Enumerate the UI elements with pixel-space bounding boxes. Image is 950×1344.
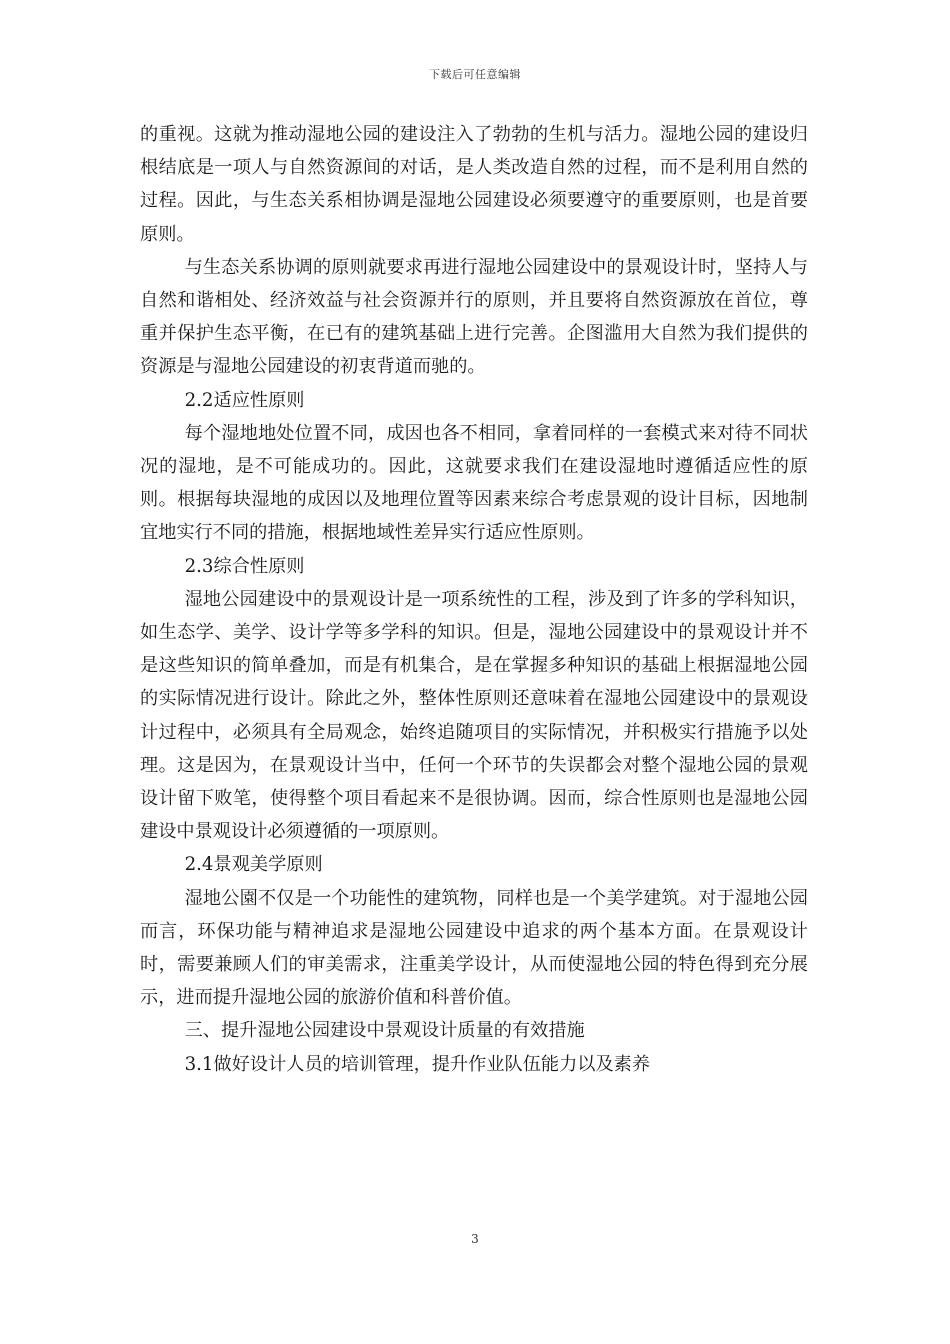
page-header: 下载后可任意编辑 — [429, 68, 521, 81]
paragraph-comprehensive: 湿地公园建设中的景观设计是一项系统性的工程，涉及到了许多的学科知识，如生态学、美学、设计学等多学科的知识。但是，湿地公园建设中的景观设计并不是这些知识的简单叠加，而是有机集合，是在掌握多种知识的基础上根据湿地公园的实际情况进行设计。除此之外，整体性原则还意味着在湿地公园建设中的景观设计过程中，必须具有全局观念，始终追随项目的实际情况，并积极实行措施予以处理。这是因为，在景观设计当中，任何一个环节的失误都会对整个湿地公园的景观设计留下败笔，使得整个项目看起来不是很协调。因而，综合性原则也是湿地公园建设中景观设计必须遵循的一项原则。 — [140, 588, 808, 843]
page-number: 3 — [471, 1232, 479, 1246]
section-heading-2-4: 2.4景观美学原则 — [184, 854, 323, 876]
section-heading-2-3: 2.3综合性原则 — [184, 555, 305, 577]
section-heading-3-1: 3.1做好设计人员的培训管理，提升作业队伍能力以及素养 — [184, 1053, 651, 1075]
document-body — [140, 118, 808, 1081]
section-heading-3: 三、提升湿地公园建设中景观设计质量的有效措施 — [184, 1020, 585, 1042]
section-heading-2-2: 2.2适应性原则 — [184, 389, 305, 411]
paragraph-continuation: 的重视。这就为推动湿地公园的建设注入了勃勃的生机与活力。湿地公园的建设归根结底是一项人与自然资源间的对话，是人类改造自然的过程，而不是利用自然的过程。因此，与生态关系相协调是湿地公园建设必须要遵守的重要原则，也是首要原则。 — [140, 124, 808, 245]
paragraph-aesthetics: 湿地公園不仅是一个功能性的建筑物，同样也是一个美学建筑。对于湿地公园而言，环保功能与精神追求是湿地公园建设中追求的两个基本方面。在景观设计时，需要兼顾人们的审美需求，注重美学设计，从而使湿地公园的特色得到充分展示，进而提升湿地公园的旅游价值和科普价值。 — [140, 887, 808, 1009]
paragraph-ecology-principle: 与生态关系协调的原则就要求再进行湿地公园建设中的景观设计时，坚持人与自然和谐相处、经济效益与社会资源并行的原则，并且要将自然资源放在首位，尊重并保护生态平衡，在已有的建筑基础上进行完善。企图滥用大自然为我们提供的资源是与湿地公园建设的初衷背道而驰的。 — [140, 256, 808, 378]
paragraph-adaptability: 每个湿地地处位置不同，成因也各不相同，拿着同样的一套模式来对待不同状况的湿地，是不可能成功的。因此，这就要求我们在建设湿地时遵循适应性的原则。根据每块湿地的成因以及地理位置等因素来综合考虑景观的设计目标，因地制宜地实行不同的措施，根据地域性差异实行适应性原则。 — [140, 422, 808, 544]
